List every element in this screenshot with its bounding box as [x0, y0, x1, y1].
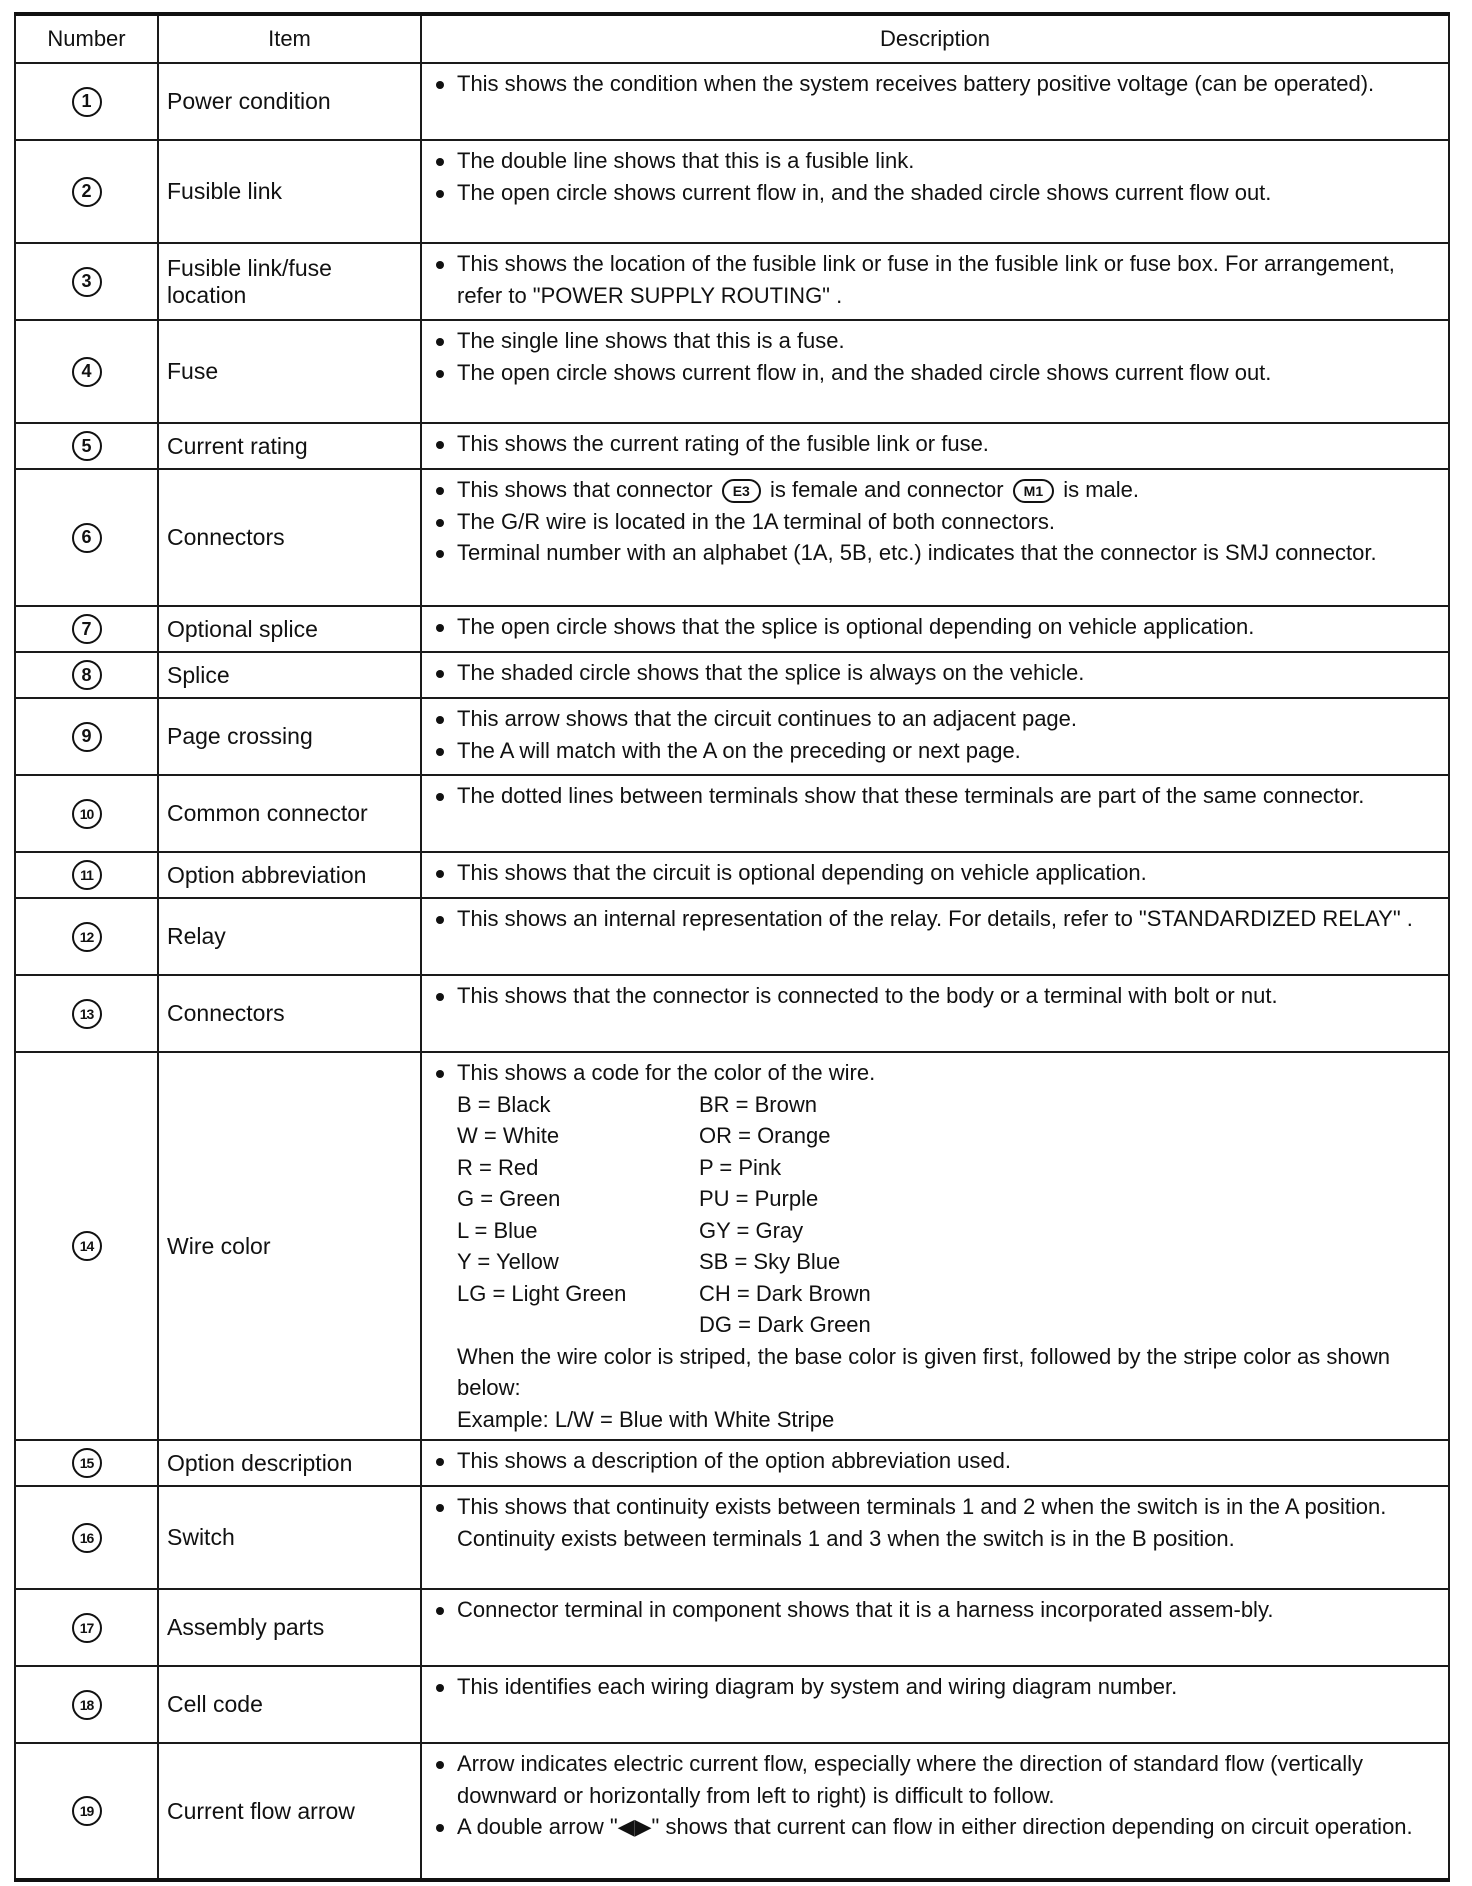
bullet-item: This shows the location of the fusible link or fuse in the fusible link or fuse box. For arrangement, refer to "POWER SUPPLY ROUTING" . [432, 248, 1440, 311]
table-row [15, 63, 1449, 140]
table-row [15, 243, 1449, 320]
color-code: LG = Light Green [457, 1280, 627, 1306]
color-code: W = White [457, 1123, 560, 1148]
color-code: P = Pink [699, 1154, 782, 1180]
description [421, 63, 1449, 140]
connector-symbol-female: E3 [722, 479, 761, 503]
item-name: Connectors [158, 469, 421, 606]
bullet-item: This shows that connector E3 is female and connector M1 is male. [432, 474, 1440, 506]
item-name: Option abbreviation [158, 852, 421, 898]
table-row [15, 1743, 1449, 1880]
bullet-item: This shows the current rating of the fusible link or fuse. [432, 428, 1440, 460]
table-row [15, 140, 1449, 243]
bullet-item: The open circle shows that the splice is optional depending on vehicle application. [432, 611, 1440, 643]
bullet-item: The single line shows that this is a fuse. [432, 325, 1440, 357]
number-badge: 11 [72, 860, 102, 890]
color-code: R = Red [457, 1154, 539, 1180]
item-name: Fusible link/fuse location [158, 243, 421, 320]
number-badge: 9 [72, 722, 102, 752]
description [421, 1052, 1449, 1440]
item-name: Connectors [158, 975, 421, 1052]
color-code: B = Black [457, 1091, 551, 1117]
item-name: Assembly parts [158, 1589, 421, 1666]
description [421, 775, 1449, 852]
number-badge: 13 [72, 999, 102, 1029]
table-row [15, 469, 1449, 606]
number-badge: 4 [72, 357, 102, 387]
color-code: PU = Purple [699, 1186, 819, 1211]
number-badge: 19 [72, 1796, 102, 1826]
item-name: Common connector [158, 775, 421, 852]
item-name: Fusible link [158, 140, 421, 243]
table-row [15, 606, 1449, 652]
description [421, 975, 1449, 1052]
description [421, 140, 1449, 243]
bullet-item: Terminal number with an alphabet (1A, 5B, etc.) indicates that the connector is SMJ connector. [432, 537, 1440, 569]
description [421, 852, 1449, 898]
number-badge: 16 [72, 1523, 102, 1553]
item-name: Fuse [158, 320, 421, 423]
number-badge: 8 [72, 660, 102, 690]
bullet-item: The double line shows that this is a fusible link. [432, 145, 1440, 177]
bullet-item: The open circle shows current flow in, and the shaded circle shows current flow out. [432, 357, 1440, 389]
bullet-item: A double arrow "◀▶" shows that current can flow in either direction depending on circuit operation. [432, 1811, 1440, 1843]
connector-symbol-male: M1 [1013, 479, 1054, 503]
table-row [15, 975, 1449, 1052]
description [421, 320, 1449, 423]
color-code: OR = Orange [699, 1123, 831, 1148]
bullet-item: Connector terminal in component shows that it is a harness incorporated assem-bly. [432, 1594, 1440, 1626]
bullet-item: The shaded circle shows that the splice is always on the vehicle. [432, 657, 1440, 689]
stripe-note: When the wire color is striped, the base color is given first, followed by the stripe color as shown below: [457, 1343, 1390, 1400]
stripe-example: Example: L/W = Blue with White Stripe [457, 1406, 835, 1432]
description [421, 1486, 1449, 1589]
description [421, 1440, 1449, 1486]
color-code: Y = Yellow [457, 1249, 559, 1274]
legend-table [14, 12, 1450, 1882]
description [421, 1743, 1449, 1880]
bullet-item: This shows a description of the option abbreviation used. [432, 1445, 1440, 1477]
number-badge: 18 [72, 1690, 102, 1720]
number-badge: 17 [72, 1613, 102, 1643]
number-badge: 14 [72, 1231, 102, 1261]
table-row [15, 1052, 1449, 1440]
number-badge: 7 [72, 614, 102, 644]
number-badge: 12 [72, 922, 102, 952]
color-code: BR = Brown [699, 1091, 817, 1117]
bullet-item: The G/R wire is located in the 1A terminal of both connectors. [432, 506, 1440, 538]
header-item: Item [158, 14, 421, 63]
description [421, 423, 1449, 469]
header-description: Description [421, 14, 1449, 63]
item-name: Current flow arrow [158, 1743, 421, 1880]
number-badge: 5 [72, 431, 102, 461]
table-row [15, 775, 1449, 852]
description [421, 1589, 1449, 1666]
item-name: Current rating [158, 423, 421, 469]
bullet-item: This shows that the connector is connected to the body or a terminal with bolt or nut. [432, 980, 1440, 1012]
description [421, 898, 1449, 975]
item-name: Optional splice [158, 606, 421, 652]
description [421, 243, 1449, 320]
color-code: GY = Gray [699, 1217, 804, 1243]
color-code: CH = Dark Brown [699, 1280, 871, 1306]
wire-color-codes [432, 1089, 1440, 1341]
color-code: DG = Dark Green [699, 1312, 871, 1337]
item-name: Power condition [158, 63, 421, 140]
description [421, 652, 1449, 698]
bullet-item: This arrow shows that the circuit continues to an adjacent page. [432, 703, 1440, 735]
item-name: Page crossing [158, 698, 421, 775]
bullet-item: This shows that continuity exists between terminals 1 and 2 when the switch is in the A position. Continuity exists between terminals 1 and 3 when the switch is in the B position. [432, 1491, 1440, 1554]
color-code [457, 1309, 699, 1341]
bullet-item: This identifies each wiring diagram by system and wiring diagram number. [432, 1671, 1440, 1703]
bullet-item: This shows a code for the color of the wire. [432, 1057, 1440, 1089]
table-row [15, 423, 1449, 469]
bullet-item: The A will match with the A on the preceding or next page. [432, 735, 1440, 767]
table-row [15, 1486, 1449, 1589]
description [421, 606, 1449, 652]
number-badge: 6 [72, 523, 102, 553]
table-row [15, 698, 1449, 775]
table-row [15, 1666, 1449, 1743]
table-row [15, 852, 1449, 898]
bullet-item: This shows that the circuit is optional depending on vehicle application. [432, 857, 1440, 889]
number-badge: 3 [72, 267, 102, 297]
item-name: Splice [158, 652, 421, 698]
table-row [15, 320, 1449, 423]
item-name: Option description [158, 1440, 421, 1486]
bullet-item: Arrow indicates electric current flow, especially where the direction of standard flow (vertically downward or horizontally from left to right) is difficult to follow. [432, 1748, 1440, 1811]
bullet-item: The dotted lines between terminals show that these terminals are part of the same connector. [432, 780, 1440, 812]
description [421, 1666, 1449, 1743]
number-badge: 1 [72, 87, 102, 117]
bullet-item: This shows the condition when the system receives battery positive voltage (can be operated). [432, 68, 1440, 100]
item-name: Switch [158, 1486, 421, 1589]
item-name: Cell code [158, 1666, 421, 1743]
table-row [15, 898, 1449, 975]
header-row [15, 14, 1449, 63]
color-code: G = Green [457, 1186, 561, 1211]
bullet-item: The open circle shows current flow in, and the shaded circle shows current flow out. [432, 177, 1440, 209]
number-badge: 2 [72, 177, 102, 207]
color-code: SB = Sky Blue [699, 1249, 841, 1274]
description [421, 698, 1449, 775]
description [421, 469, 1449, 606]
bullet-item: This shows an internal representation of the relay. For details, refer to "STANDARDIZED RELAY" . [432, 903, 1440, 935]
item-name: Wire color [158, 1052, 421, 1440]
table-row [15, 1589, 1449, 1666]
header-number: Number [15, 14, 158, 63]
item-name: Relay [158, 898, 421, 975]
color-code: L = Blue [457, 1217, 538, 1243]
number-badge: 10 [72, 799, 102, 829]
number-badge: 15 [72, 1448, 102, 1478]
table-row [15, 652, 1449, 698]
table-row [15, 1440, 1449, 1486]
